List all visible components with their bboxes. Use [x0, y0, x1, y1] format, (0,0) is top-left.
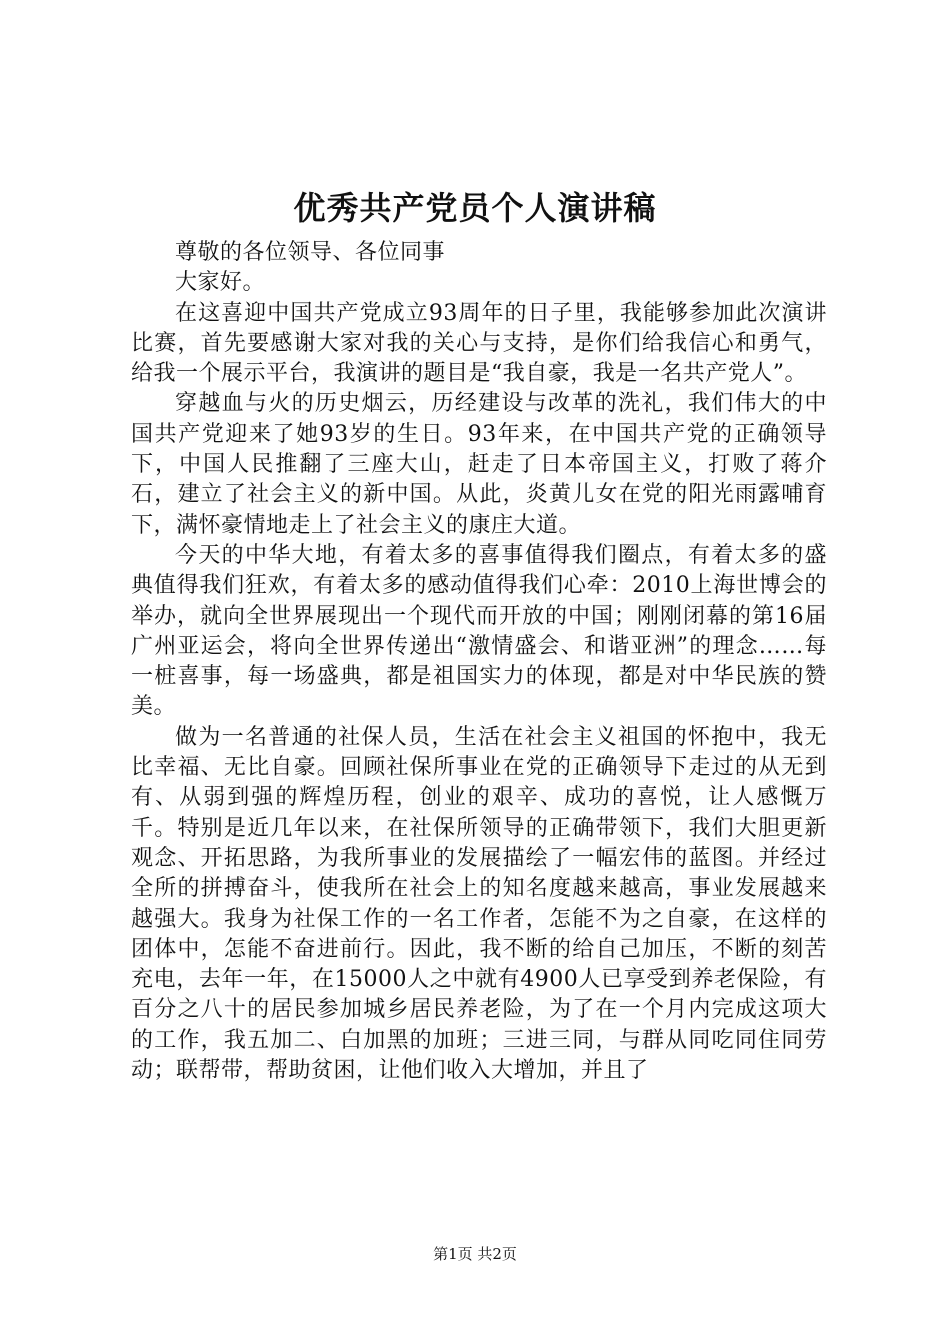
paragraph-achievements: 今天的中华大地，有着太多的喜事值得我们圈点，有着太多的盛典值得我们狂欢，有着太多的感动值得我们心牵：2010上海世博会的举办，就向全世界展现出一个现代而开放的中国；刚刚闭幕的第16届广州亚运会，将向全世界传递出“激情盛会、和谐亚洲”的理念……每一桩喜事，每一场盛典，都是祖国实力的体现，都是对中华民族的赞美。 [131, 542, 827, 720]
paragraph-work: 做为一名普通的社保人员，生活在社会主义祖国的怀抱中，我无比幸福、无比自豪。回顾社保所事业在党的正确领导下走过的从无到有、从弱到强的辉煌历程，创业的艰辛、成功的喜悦，让人感慨万千。特别是近几年以来，在社保所领导的正确带领下，我们大胆更新观念、开拓思路，为我所事业的发展描绘了一幅宏伟的蓝图。并经过全所的拼搏奋斗，使我所在社会上的知名度越来越高，事业发展越来越强大。我身为社保工作的一名工作者，怎能不为之自豪，在这样的团体中，怎能不奋进前行。因此，我不断的给自己加压，不断的刻苦充电，去年一年，在15000人之中就有4900人已享受到养老保险，有百分之八十的居民参加城乡居民养老险，为了在一个月内完成这项大的工作，我五加二、白加黑的加班；三进三同，与群从同吃同住同劳动；联帮带，帮助贫困，让他们收入大增加，并且了 [131, 724, 827, 1084]
document-body [131, 238, 827, 1086]
paragraph-intro: 在这喜迎中国共产党成立93周年的日子里，我能够参加此次演讲比赛，首先要感谢大家对我的关心与支持，是你们给我信心和勇气，给我一个展示平台，我演讲的题目是“我自豪，我是一名共产党人”。 [131, 300, 827, 387]
greeting: 大家好。 [175, 270, 266, 296]
paragraph-history: 穿越血与火的历史烟云，历经建设与改革的洗礼，我们伟大的中国共产党迎来了她93岁的生日。93年来，在中国共产党的正确领导下，中国人民推翻了三座大山，赶走了日本帝国主义，打败了蒋介石，建立了社会主义的新中国。从此，炎黄儿女在党的阳光雨露哺育下，满怀豪情地走上了社会主义的康庄大道。 [131, 391, 827, 538]
salutation: 尊敬的各位领导、各位同事 [175, 240, 446, 265]
document-title: 优秀共产党员个人演讲稿 [293, 189, 657, 227]
page-number-footer: 第1页 共2页 [433, 1245, 517, 1263]
